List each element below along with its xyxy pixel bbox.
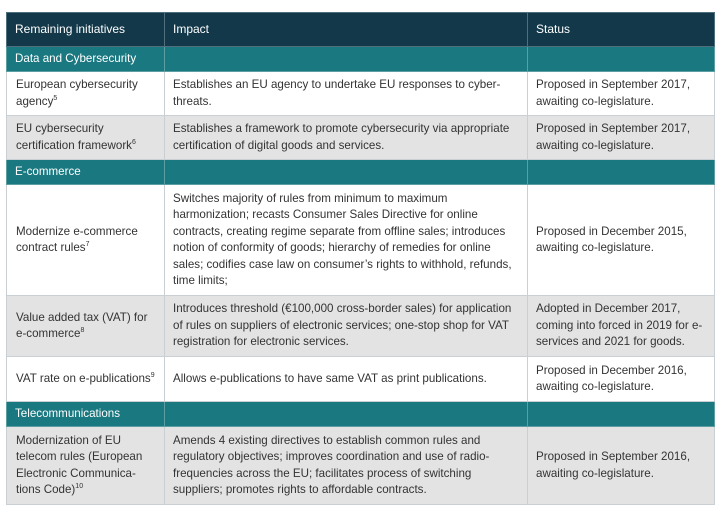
initiative-cell (7, 427, 165, 505)
initiative-name: Modernization of EU telecom rules (European Electronic Communications Code) (16, 433, 143, 496)
section-row (7, 160, 715, 185)
initiative-cell (7, 296, 165, 357)
table-row (7, 185, 715, 296)
initiatives-table (6, 12, 715, 505)
status-cell: Adopted in December 2017, coming into forced in 2019 for e-services and 2021 for goods. (528, 296, 715, 357)
section-filler (528, 47, 715, 72)
table-row (7, 357, 715, 402)
header-initiatives: Remaining initiatives (7, 13, 165, 47)
status-cell: Proposed in September 2017, awaiting co-legislature. (528, 116, 715, 160)
section-row (7, 47, 715, 72)
initiative-name: VAT rate on e-publications (16, 371, 151, 385)
initiative-name: EU cybersecurity certification framework (16, 122, 132, 152)
impact-cell: Establishes a framework to promote cybersecurity via appropriate certification of digital goods and services. (165, 116, 528, 160)
initiative-name: Value added tax (VAT) for e-commerce (16, 310, 148, 340)
section-title: E-commerce (7, 160, 165, 185)
initiative-cell (7, 357, 165, 402)
initiative-cell (7, 185, 165, 296)
table-header-row (7, 13, 715, 47)
table-row (7, 427, 715, 505)
initiative-cell (7, 116, 165, 160)
section-title: Telecommunications (7, 402, 165, 427)
table-row (7, 72, 715, 116)
status-cell: Proposed in September 2017, awaiting co-legislature. (528, 72, 715, 116)
section-filler (165, 160, 528, 185)
section-title: Data and Cybersecurity (7, 47, 165, 72)
impact-cell: Introduces threshold (€100,000 cross-border sales) for application of rules on suppliers of electronic services; one-stop shop for VAT registration for electronic services. (165, 296, 528, 357)
table-row (7, 116, 715, 160)
footnote-ref: 5 (53, 94, 58, 102)
initiative-name: Modernize e-commerce contract rules (16, 224, 138, 254)
footnote-ref: 6 (131, 138, 136, 146)
status-cell: Proposed in September 2016, awaiting co-legislature. (528, 427, 715, 505)
footnote-ref: 10 (75, 483, 84, 490)
footnote-ref: 9 (150, 371, 155, 379)
impact-cell: Amends 4 existing directives to establish common rules and regulatory objectives; improves coordination and use of radio-frequencies across the EU; facilitates process of switching suppliers; promotes rights to affordable contracts. (165, 427, 528, 505)
status-cell: Proposed in December 2016, awaiting co-legislature. (528, 357, 715, 402)
footnote-ref: 8 (80, 327, 85, 334)
section-filler (165, 47, 528, 72)
section-filler (165, 402, 528, 427)
header-status: Status (528, 13, 715, 47)
impact-cell: Switches majority of rules from minimum to maximum harmonization; recasts Consumer Sales Directive for online contracts, creating regime separate from offline sales; introduces notion of conformity of goods; hierarchy of remedies for online sales; codifies case law on consumer’s rights to withhold, refunds, time limits; (165, 185, 528, 296)
header-impact: Impact (165, 13, 528, 47)
table-row (7, 296, 715, 357)
section-filler (528, 160, 715, 185)
impact-cell: Allows e-publications to have same VAT as print publications. (165, 357, 528, 402)
status-cell: Proposed in December 2015, awaiting co-legislature. (528, 185, 715, 296)
footnote-ref: 7 (85, 241, 90, 248)
initiative-name: European cybersecurity agency (16, 78, 138, 108)
section-filler (528, 402, 715, 427)
impact-cell: Establishes an EU agency to undertake EU responses to cyber-threats. (165, 72, 528, 116)
section-row (7, 402, 715, 427)
initiative-cell (7, 72, 165, 116)
